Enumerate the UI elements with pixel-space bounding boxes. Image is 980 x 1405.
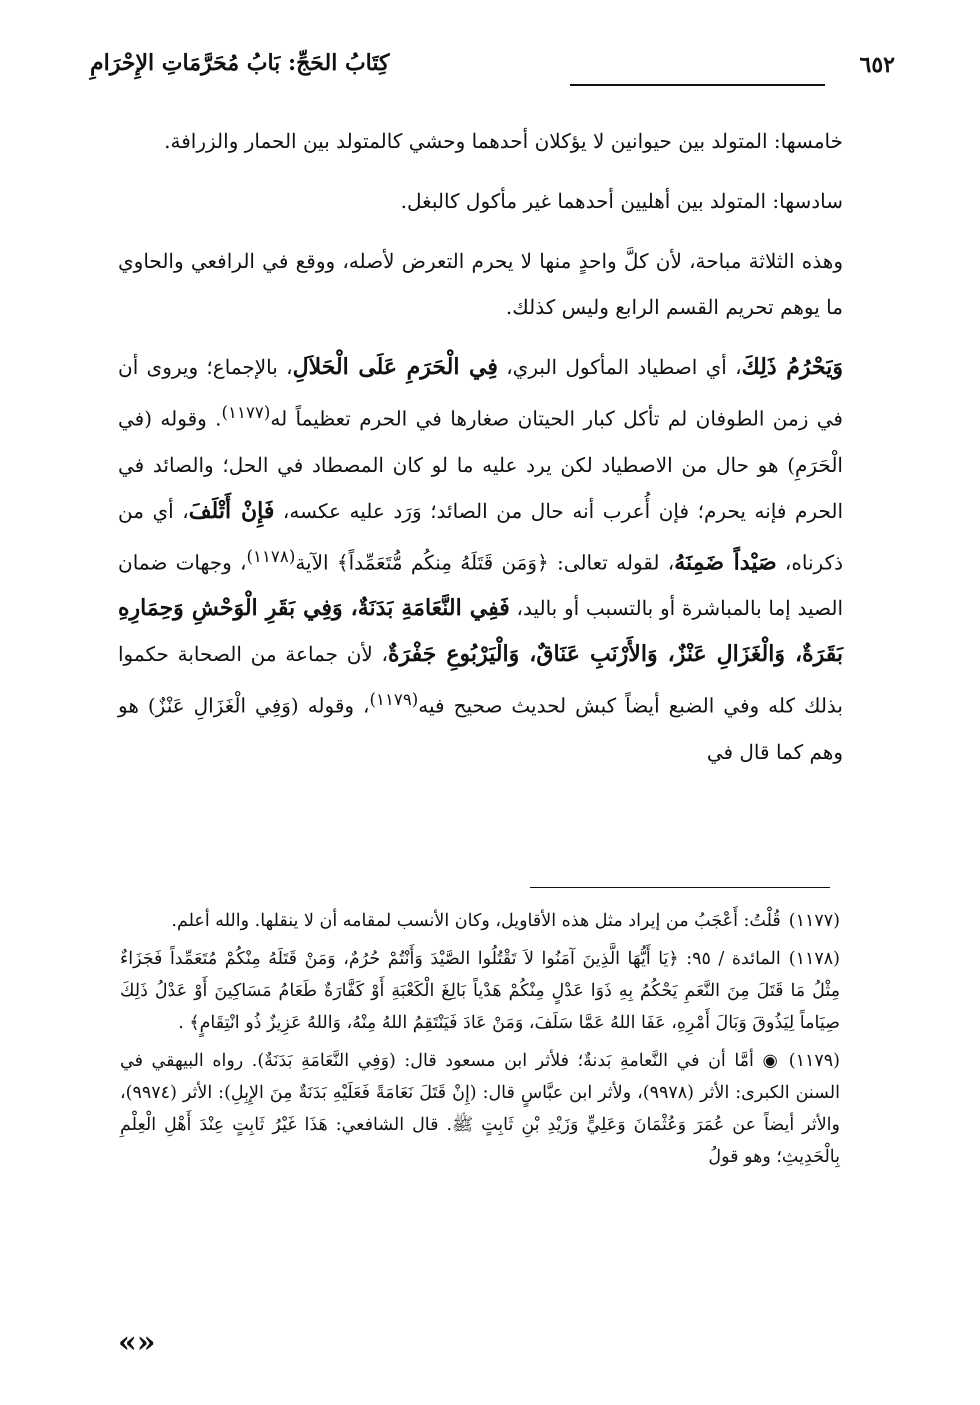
chapter-title: كِتَابُ الحَجِّ: بَابُ مُحَرَّمَاتِ الإِحْرَامِ: [90, 50, 390, 76]
matn-text: فَإِنْ أَتْلَفَ: [188, 497, 275, 524]
footnote-text: ◉ أمَّا أن في النَّعامةِ بَدنةٌ؛ فلأثر ابن مسعود قال: (وَفِي النَّعَامَةِ بَدَنَةٌ). رواه البيهقي في السنن الكبرى: الأثر (٩٩٧٨)، ولأثر ابن عبَّاسٍ قال: (إِنْ قَتَلَ نَعَامَةً فَعَلَيْهِ بَدَنَةٌ مِنَ الإِبِلِ): الأثر (٩٩٧٤)، والأثر أيضاً عن عُمَرَ وَعُثْمَانَ وَعَلِيٍّ وَزَيْدِ بْنِ ثَابِتٍ ﷺ. قال الشافعي: هَذَا غَيْرُ ثَابِتٍ عِنْدَ أَهْلِ الْعِلْمِ بِالْحَدِيثِ؛ وهو قولُ: [120, 1051, 840, 1167]
footnote-number: (١١٧٨): [788, 949, 840, 969]
commentary-text: ، وجهات ضمان الصيد إما بالمباشرة أو بالتسبب أو باليد،: [118, 550, 843, 621]
matn-text: فِي الْحَرَمِ عَلَى الْحَلاَلِ: [292, 354, 498, 380]
commentary-text: . وقوله (في الْحَرَمِ) هو حال من الاصطياد لكن يرد عليه ما لو كان المصطاد في الحل؛ والصائد في الحرم فإنه يحرم؛ فإن أُعرب أنه حال من الصائد؛ وَرَد عليه عكسه،: [118, 406, 844, 523]
matn-text: صَيْداً ضَمِنَهُ: [674, 549, 777, 576]
paragraph-ruling: وهذه الثلاثة مباحة، لأن كلَّ واحدٍ منها لا يحرم التعرض لأصله، ووقع في الرافعي والحاوي ما يوهم تحريم القسم الرابع وليس كذلك.: [118, 249, 843, 319]
footnote-item: [120, 1045, 840, 1173]
footnote-text: المائدة / ٩٥: ﴿يَا أَيُّهَا الَّذِينَ آمَنُوا لاَ تَقْتُلُوا الصَّيْدَ وَأَنْتُمْ حُرُمٌ، وَمَنْ قَتَلَهُ مِنْكُمْ مُتَعَمِّداً فَجَزَاءٌ مِثْلُ مَا قَتَلَ مِنَ النَّعَمِ يَحْكُمُ بِهِ ذَوَا عَدْلٍ مِنْكُمْ هَدْياً بَالِغَ الْكَعْبَةِ أَوْ كَفَّارَةٌ طَعَامُ مَسَاكِينَ أَوْ عَدْلُ ذَلِكَ صِيَاماً لِيَذُوقَ وَبَالَ أَمْرِهِ، عَفَا اللهُ عَمَّا سَلَفَ، وَمَنْ عَادَ فَيَنْتَقِمُ اللهُ مِنْهُ، وَاللهُ عَزِيزٌ ذُو انْتِقَامٍ﴾ .: [120, 949, 840, 1033]
running-header: [90, 50, 895, 90]
footnote-ref[interactable]: (١١٧٩): [369, 690, 419, 710]
footnote-number: (١١٧٩): [788, 1051, 840, 1071]
commentary-text: ، وقوله (وَفِي الْغَزَالِ عَنْزٌ) هو وهم كما قال في: [118, 693, 843, 764]
footnote-text: قُلْتُ: أَعْجَبُ من إيراد مثل هذه الأقاويل، وكان الأنسب لمقامه أن لا ينقلها. والله أعلم.: [171, 911, 781, 931]
paragraph-sixth: سادسها: المتولد بين أهليين أحدهما غير مأكول كالبغل.: [400, 189, 843, 213]
main-text: [118, 118, 843, 785]
footnote-ref[interactable]: (١١٧٧): [221, 403, 271, 422]
commentary-text: ، لقوله تعالى: ﴿وَمَن قَتَلَهُ مِنكُم مُّتَعَمِّداً﴾ الآية: [295, 550, 675, 575]
commentary-text: ، بالإجماع؛ ويروى أن في زمن الطوفان لم تأكل كبار الحيتان صغارها في الحرم تعظيماً له: [118, 355, 843, 431]
footnote-ref[interactable]: (١١٧٨): [246, 546, 296, 566]
page-number: ٦٥٢: [859, 52, 895, 78]
header-rule: [570, 84, 825, 86]
commentary-text: ، لأن جماعة من الصحابة حكموا بذلك كله وفي الضبع أيضاً كبش لحديث صحيح فيه: [118, 642, 843, 718]
matn-text: فَفِي النَّعَامَةِ بَدَنَةٌ، وَفِي بَقَرِ الْوَحْشِ وَحِمَارِهِ بَقَرَةٌ، وَالْغَزَالِ عَنْزٌ، وَالأَرْنَبِ عَنَاقٌ، وَالْيَرْبُوعِ جَفْرَةٌ: [118, 595, 843, 668]
footnote-item: [120, 943, 840, 1039]
matn-text: وَيَحْرُمُ ذَلِكَ: [741, 354, 843, 380]
footnotes: [120, 905, 840, 1179]
footnote-number: (١١٧٧): [788, 911, 840, 931]
continuation-mark: «»: [118, 1325, 156, 1360]
commentary-text: ، أي من ذكرناه،: [118, 498, 843, 575]
footnote-separator: [530, 887, 830, 888]
footnote-item: [120, 905, 840, 937]
paragraph-matn-commentary: [118, 344, 843, 775]
commentary-text: ، أي اصطياد المأكول البري،: [497, 355, 742, 379]
paragraph-fifth: خامسها: المتولد بين حيوانين لا يؤكلان أحدهما وحشي كالمتولد بين الحمار والزرافة.: [164, 129, 843, 153]
